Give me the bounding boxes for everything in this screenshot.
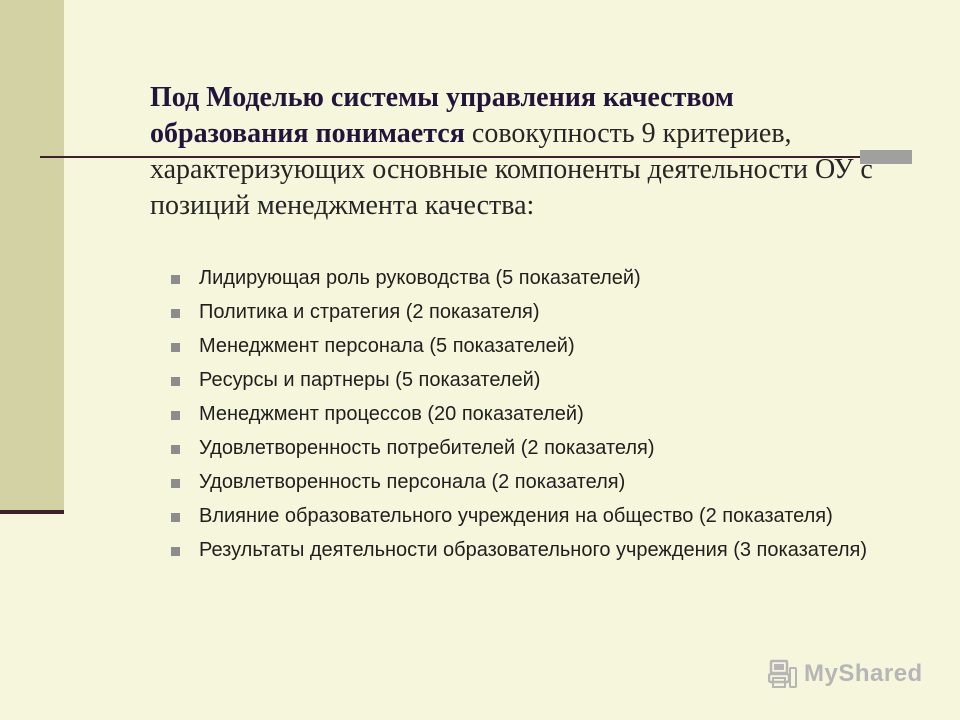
square-bullet-icon [171, 547, 180, 556]
printer-computer-icon [768, 659, 798, 689]
left-band-underline [0, 510, 64, 514]
list-item [168, 434, 888, 462]
square-bullet-icon [171, 275, 180, 284]
watermark-text: MyShared [804, 660, 923, 687]
list-item [168, 468, 888, 496]
left-decorative-band [0, 0, 64, 514]
list-item [168, 536, 888, 564]
heading-bold-line-2: образования понимается [150, 118, 465, 149]
list-item [168, 366, 888, 394]
square-bullet-icon [171, 513, 180, 522]
square-bullet-icon [171, 411, 180, 420]
square-bullet-icon [171, 445, 180, 454]
myshared-watermark[interactable] [768, 656, 928, 692]
heading-rest: совокупность 9 критериев, характеризующих основные компоненты деятельности ОУ с позиций менеджмента качества: [150, 118, 873, 221]
heading-bold-line-1: Под Моделью системы управления качеством [150, 82, 734, 113]
list-item-text: Удовлетворенность персонала (2 показателя) [199, 471, 626, 493]
list-item [168, 264, 888, 292]
list-item [168, 298, 888, 326]
list-item-text: Удовлетворенность потребителей (2 показателя) [199, 437, 655, 459]
list-item-text: Лидирующая роль руководства (5 показателей) [199, 267, 641, 289]
list-item-text: Результаты деятельности образовательного учреждения (3 показателя) [199, 539, 867, 561]
criteria-list [168, 264, 888, 570]
list-item-text: Политика и стратегия (2 показателя) [199, 301, 540, 323]
list-item-text: Ресурсы и партнеры (5 показателей) [199, 369, 541, 391]
list-item [168, 400, 888, 428]
square-bullet-icon [171, 479, 180, 488]
square-bullet-icon [171, 343, 180, 352]
list-item-text: Влияние образовательного учреждения на общество (2 показателя) [199, 505, 833, 527]
list-item-text: Менеджмент персонала (5 показателей) [199, 335, 575, 357]
slide-heading [150, 80, 890, 224]
list-item [168, 502, 888, 530]
square-bullet-icon [171, 377, 180, 386]
square-bullet-icon [171, 309, 180, 318]
list-item [168, 332, 888, 360]
list-item-text: Менеджмент процессов (20 показателей) [199, 403, 584, 425]
